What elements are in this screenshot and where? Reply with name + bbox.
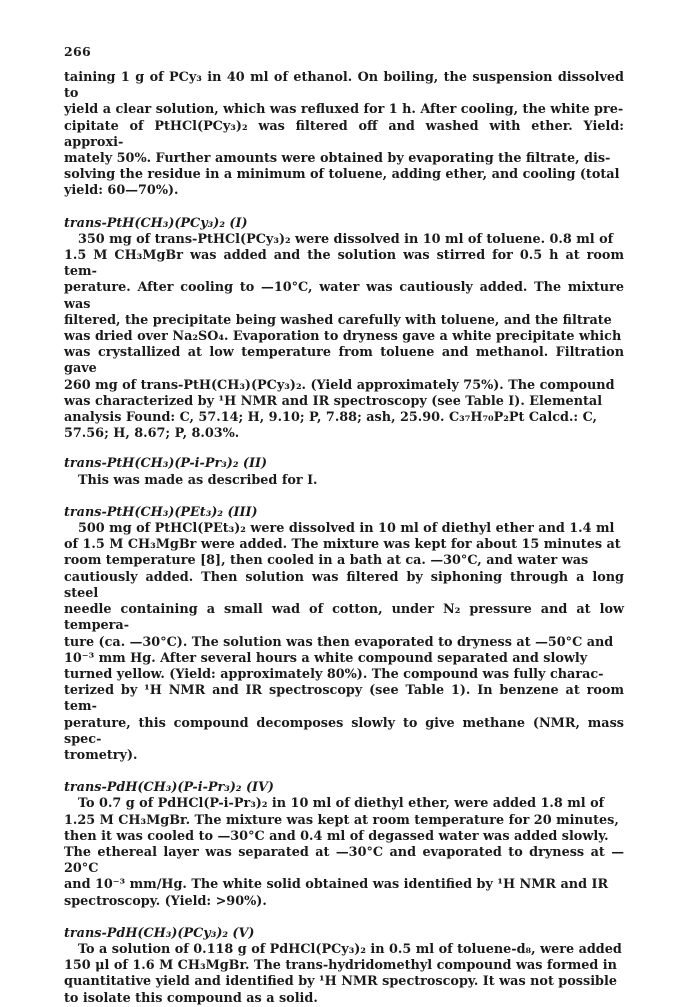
text-line: turned yellow. (Yield: approximately 80%). The compound was fully charac- [64,666,604,682]
page-number: 266 [64,44,91,59]
text-line: analysis Found: C, 57.14; H, 9.10; P, 7.88; ash, 25.90. C₃₇H₇₀P₂Pt Calcd.: C, [64,410,597,426]
text-line: was characterized by ¹H NMR and IR spectroscopy (see Table I). Elemental [64,393,603,409]
text-line: 57.56; H, 8.67; P, 8.03%. [64,426,240,442]
text-line: The ethereal layer was separated at —30°C and evaporated to dryness at —20°C [64,844,624,877]
text-line: room temperature [8], then cooled in a bath at ca. —30°C, and water was [64,553,589,569]
text-line: needle containing a small wad of cotton, under N₂ pressure and at low tempera- [64,602,624,634]
text-line: To 0.7 g of PdHCl(P-i-Pr₃)₂ in 10 ml of diethyl ether, were added 1.8 ml of [78,796,605,812]
text-line: 10⁻³ mm Hg. After several hours a white compound separated and slowly [64,650,588,666]
text-line: cipitate of PtHCl(PCy₃)₂ was filtered off and washed with ether. Yield: approxi- [64,118,624,150]
text-line: terized by ¹H NMR and IR spectroscopy (see Table 1). In benzene at room tem- [64,683,624,715]
text-line: yield a clear solution, which was refluxed for 1 h. After cooling, the white pre- [64,102,624,118]
text-line: 350 mg of trans-PtHCl(PCy₃)₂ were dissolved in 10 ml of toluene. 0.8 ml of [78,231,614,247]
text-line: spectroscopy. (Yield: >90%). [64,893,267,909]
text-line: mately 50%. Further amounts were obtained by evaporating the filtrate, dis- [64,151,611,167]
text-line: and 10⁻³ mm/Hg. The white solid obtained was identified by ¹H NMR and IR [64,877,609,893]
body-text [64,70,624,1007]
text-line: was crystallized at low temperature from toluene and methanol. Filtration gave [64,345,624,377]
text-line: To a solution of 0.118 g of PdHCl(PCy₃)₂ in 0.5 ml of toluene-d₈, were added [78,941,622,957]
text-line: quantitative yield and identified by ¹H NMR spectroscopy. It was not possible [64,974,618,990]
text-line: filtered, the precipitate being washed carefully with toluene, and the filtrate [64,312,612,328]
text-line: ture (ca. —30°C). The solution was then evaporated to dryness at —50°C and [64,634,614,650]
text-line: yield: 60—70%). [64,183,179,199]
text-line: perature. After cooling to —10°C, water was cautiously added. The mixture was [64,280,624,312]
text-line: trometry). [64,747,138,763]
text-line: 1.5 M CH₃MgBr was added and the solution was stirred for 0.5 h at room tem- [64,248,624,280]
text-line: 150 μl of 1.6 M CH₃MgBr. The trans-hydridomethyl compound was formed in [64,958,617,974]
section-heading-compound-4: trans-PdH(CH₃)(P-i-Pr₃)₂ (IV) [64,780,274,796]
section-body-compound-1 [64,232,624,443]
text-line: of 1.5 M CH₃MgBr were added. The mixture was kept for about 15 minutes at [64,537,621,553]
section-heading-compound-1: trans-PtH(CH₃)(PCy₃)₂ (I) [64,215,248,231]
text-line: 500 mg of PtHCl(PEt₃)₂ were dissolved in 10 ml of diethyl ether and 1.4 ml [78,521,615,537]
intro-paragraph [64,70,624,200]
section-body-compound-2 [64,473,624,489]
text-line: perature, this compound decomposes slowly to give methane (NMR, mass spec- [64,715,624,747]
text-line: was dried over Na₂SO₄. Evaporation to dryness gave a white precipitate which [64,329,622,345]
text-line: This was made as described for I. [78,472,318,488]
text-line: 1.25 M CH₃MgBr. The mixture was kept at room temperature for 20 minutes, [64,812,619,828]
section-heading-compound-3: trans-PtH(CH₃)(PEt₃)₂ (III) [64,504,258,520]
section-body-compound-4 [64,796,624,909]
text-line: to isolate this compound as a solid. [64,990,318,1006]
text-line: solving the residue in a minimum of toluene, adding ether, and cooling (total [64,167,620,183]
text-line: taining 1 g of PCy₃ in 40 ml of ethanol. On boiling, the suspension dissolved to [64,70,624,102]
section-body-compound-3 [64,521,624,764]
text-line: 260 mg of trans-PtH(CH₃)(PCy₃)₂. (Yield approximately 75%). The compound [64,377,615,393]
section-body-compound-5 [64,942,624,1007]
text-line: cautiously added. Then solution was filtered by siphoning through a long steel [64,569,624,601]
section-heading-compound-5: trans-PdH(CH₃)(PCy₃)₂ (V) [64,925,255,941]
text-line: then it was cooled to —30°C and 0.4 ml of degassed water was added slowly. [64,828,609,844]
section-heading-compound-2: trans-PtH(CH₃)(P-i-Pr₃)₂ (II) [64,456,268,472]
